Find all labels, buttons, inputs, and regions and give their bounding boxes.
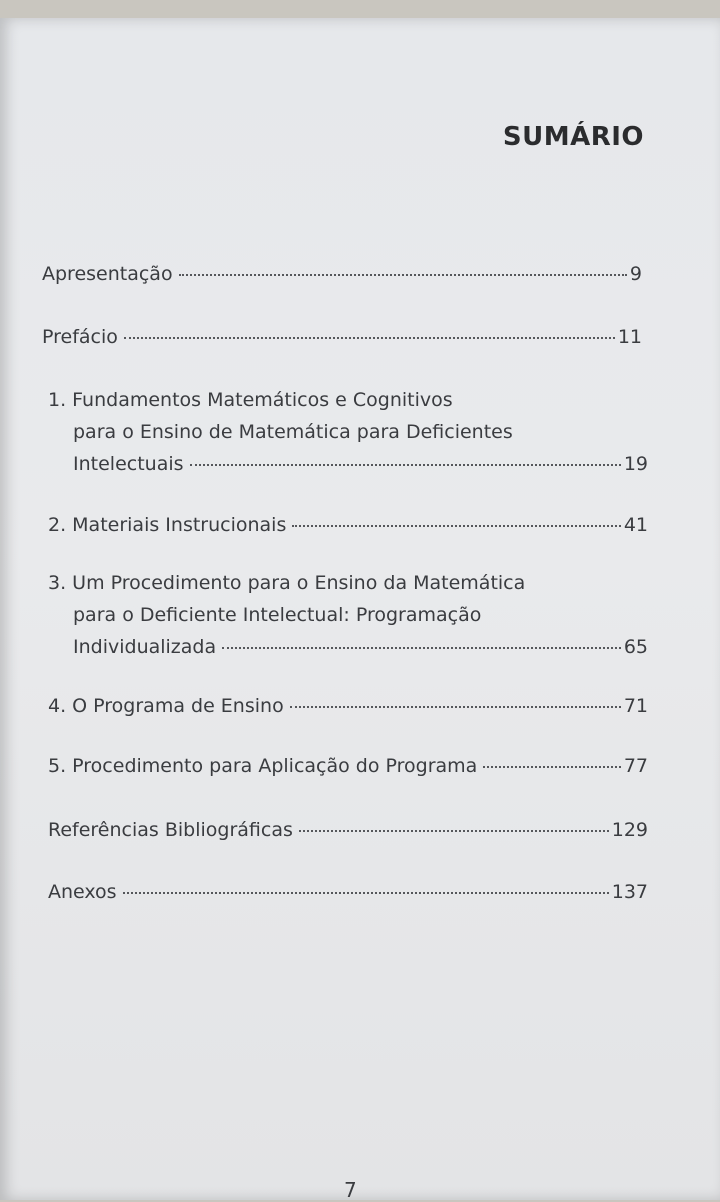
toc-entry-chapter-2: [48, 509, 648, 541]
toc-page-number: 129: [611, 819, 648, 841]
dot-leader: [292, 525, 620, 527]
toc-entry-title: 4. O Programa de Ensino: [48, 695, 284, 717]
toc-entry-title: 2. Materiais Instrucionais: [48, 514, 287, 536]
dot-leader: [190, 464, 621, 466]
dot-leader: [123, 892, 609, 894]
dot-leader: [483, 766, 620, 768]
toc-entry-referencias: [48, 814, 648, 846]
toc-page-number: 19: [623, 453, 648, 475]
dot-leader: [179, 274, 627, 276]
toc-entry-title: 1. Fundamentos Matemáticos e Cognitivos: [48, 389, 453, 411]
book-page: [0, 18, 720, 1200]
toc-entry-title: Apresentação: [42, 263, 173, 285]
toc-entry-title-continued: Individualizada: [73, 636, 217, 658]
toc-page-number: 11: [617, 326, 642, 348]
dot-leader: [124, 337, 615, 339]
toc-entry-title-continued: para o Ensino de Matemática para Deficientes: [73, 421, 513, 443]
toc-entry-chapter-3: [48, 567, 648, 663]
page-number: 7: [344, 1178, 357, 1202]
dot-leader: [222, 647, 621, 649]
toc-page-number: 65: [623, 636, 648, 658]
toc-page-number: 137: [611, 881, 648, 903]
toc-page-number: 71: [623, 695, 648, 717]
toc-page-number: 41: [623, 514, 648, 536]
toc-entry-title-continued: Intelectuais: [73, 453, 184, 475]
toc-entry-title: Referências Bibliográficas: [48, 819, 293, 841]
toc-entry-title: 3. Um Procedimento para o Ensino da Matemática: [48, 572, 526, 594]
toc-entry-apresentacao: [42, 258, 642, 290]
toc-entry-chapter-5: [48, 750, 648, 782]
toc-page-number: 77: [623, 755, 648, 777]
toc-entry-prefacio: [42, 321, 642, 353]
table-of-contents: [0, 18, 720, 1200]
toc-entry-chapter-4: [48, 690, 648, 722]
toc-page-number: 9: [629, 263, 642, 285]
toc-entry-title: Anexos: [48, 881, 117, 903]
toc-entry-title: 5. Procedimento para Aplicação do Programa: [48, 755, 478, 777]
toc-entry-chapter-1: [48, 384, 648, 480]
dot-leader: [299, 830, 609, 832]
dot-leader: [290, 706, 621, 708]
toc-entry-anexos: [48, 876, 648, 908]
toc-entry-title: Prefácio: [42, 326, 118, 348]
toc-entry-title-continued: para o Deficiente Intelectual: Programação: [73, 604, 482, 626]
page-title: SUMÁRIO: [502, 122, 644, 152]
